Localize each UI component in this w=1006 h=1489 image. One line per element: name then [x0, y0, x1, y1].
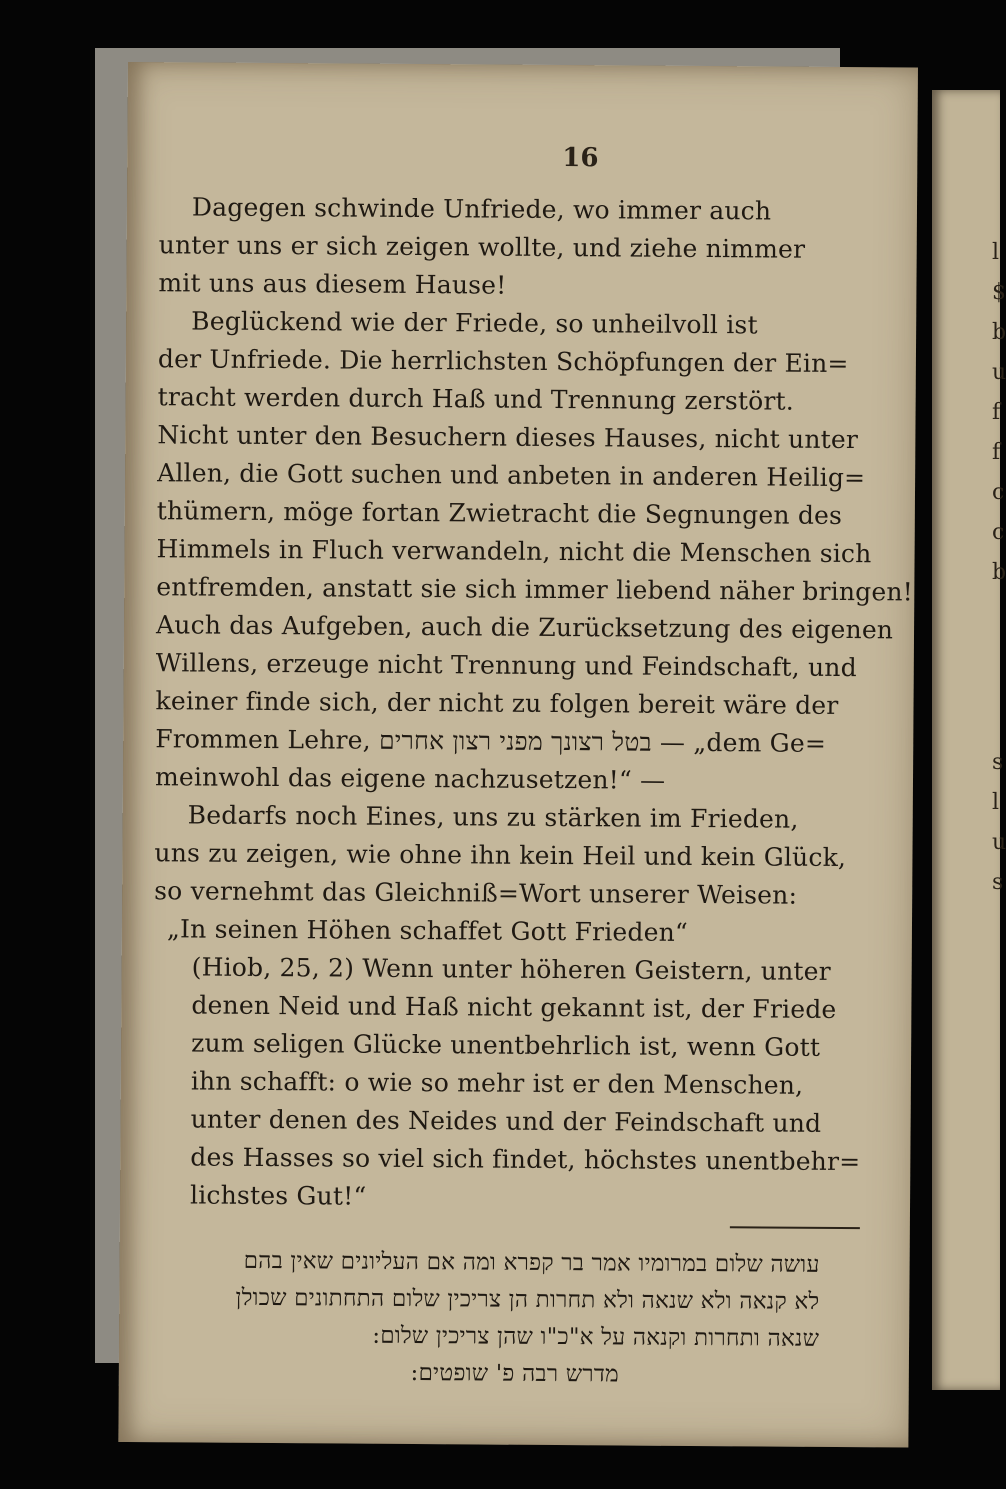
text-line: Dagegen schwinde Unfriede, wo immer auch — [191, 192, 772, 226]
text-line: Allen, die Gott suchen und anbeten in anderen Heilig= — [157, 458, 866, 493]
text-line: lichstes Gut!“ — [189, 1180, 367, 1211]
footnote-line: עושה שלום במרומיו אמר בר קפרא ומה אם העליונים שאין בהם — [243, 1247, 820, 1278]
text-line: tracht werden durch Haß und Trennung zerstört. — [157, 382, 795, 416]
quote-line: „In seinen Höhen schaffet Gott Frieden“ — [166, 914, 689, 947]
text-line: Himmels in Fluch verwandeln, nicht die Menschen sich — [156, 534, 872, 569]
text-line: unter denen des Neides und der Feindschaft und — [190, 1104, 822, 1138]
text-line: so vernehmt das Gleichniß=Wort unserer Weisen: — [154, 876, 798, 910]
text-line: zum seligen Glücke unentbehrlich ist, wenn Gott — [191, 1028, 821, 1062]
footnote-line: שנאה ותחרות וקנאה על א"כ"ו שהן צריכין שלום: — [372, 1322, 820, 1352]
footnote-source: מדרש רבה פ' שופטים: — [410, 1360, 619, 1388]
text-line: (Hiob, 25, 2) Wenn unter höheren Geistern, unter — [191, 952, 831, 986]
text-line: mit uns aus diesem Hause! — [158, 268, 507, 300]
text-line: Beglückend wie der Friede, so unheilvoll ist — [191, 306, 758, 340]
text-line: meinwohl das eigene nachzusetzen!“ — — [154, 762, 666, 795]
adjacent-page-edge: l $ b u f f c c b s l u s — [932, 90, 1000, 1390]
text-line: des Hasses so viel sich findet, höchstes unentbehr= — [190, 1142, 861, 1177]
footnote-line: לא קנאה ולא שנאה ולא תחרות הן צריכין שלום התחתונים שכולן — [235, 1284, 820, 1315]
text-line: Nicht unter den Besuchern dieses Hauses, nicht unter — [157, 420, 859, 455]
text-line: Willens, erzeuge nicht Trennung und Feindschaft, und — [155, 648, 857, 683]
text-line: uns zu zeigen, wie ohne ihn kein Heil und kein Glück, — [154, 838, 847, 873]
text-line: keiner finde sich, der nicht zu folgen bereit wäre der — [155, 686, 839, 720]
text-line: unter uns er sich zeigen wollte, und ziehe nimmer — [158, 230, 806, 264]
text-line: ihn schafft: o wie so mehr ist er den Menschen, — [190, 1066, 804, 1100]
text-line: thümern, möge fortan Zwietracht die Segnungen des — [156, 496, 843, 530]
page-number: 16 — [562, 143, 599, 174]
book-page — [118, 62, 918, 1447]
text-line: der Unfriede. Die herrlichsten Schöpfungen der Ein= — [157, 344, 849, 379]
text-line: Bedarfs noch Eines, uns zu stärken im Frieden, — [187, 800, 799, 834]
text-line: denen Neid und Haß nicht gekannt ist, der Friede — [191, 990, 837, 1024]
text-line: entfremden, anstatt sie sich immer liebend näher bringen! — [156, 572, 914, 607]
text-line: Frommen Lehre, בטל רצונך מפני רצון אחרים — „dem Ge= — [155, 724, 827, 758]
footnote-divider — [730, 1226, 860, 1229]
text-line: Auch das Aufgeben, auch die Zurücksetzung des eigenen — [155, 610, 894, 645]
